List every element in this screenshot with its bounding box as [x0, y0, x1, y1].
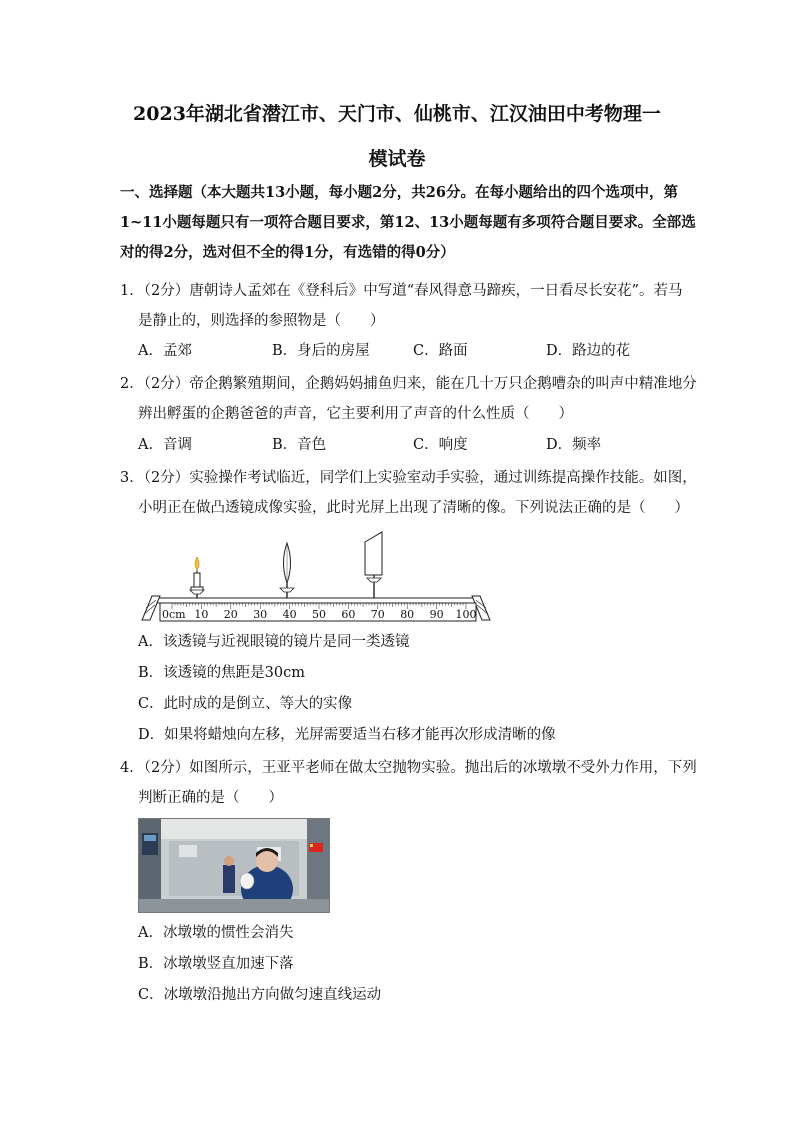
- section-header-line: 对的得2分，选对但不全的得1分，有选错的得0分）: [120, 244, 455, 261]
- ruler-label: 50: [312, 608, 326, 621]
- space-station-photo: [138, 818, 330, 913]
- optical-bench-figure: [138, 530, 498, 626]
- option-c[interactable]: C．路面: [413, 343, 468, 359]
- section-header-line: 一、选择题（本大题共13小题，每小题2分，共26分。在每小题给出的四个选项中，第: [120, 184, 678, 201]
- option-b[interactable]: B．身后的房屋: [272, 343, 370, 359]
- option-a[interactable]: A．音调: [138, 437, 192, 453]
- question-4-option-a[interactable]: A．冰墩墩的惯性会消失: [138, 925, 294, 941]
- question-4: [120, 753, 697, 813]
- question-2-stem: 2．（2分）帝企鹅繁殖期间，企鹅妈妈捕鱼归来，能在几十万只企鹅嘈杂的叫声中精准地分: [120, 376, 697, 392]
- question-3-option-d[interactable]: D．如果将蜡烛向左移，光屏需要适当右移才能再次形成清晰的像: [138, 727, 556, 743]
- exam-title-line-1: 2023年湖北省潜江市、天门市、仙桃市、江汉油田中考物理一: [133, 103, 661, 125]
- question-1-stem: 1．（2分）唐朝诗人孟郊在《登科后》中写道“春风得意马蹄疾，一日看尽长安花”。若马: [120, 283, 683, 299]
- option-d[interactable]: D．频率: [546, 437, 602, 453]
- question-2: [120, 369, 697, 429]
- exam-title-line-2: 模试卷: [368, 148, 426, 170]
- question-4-stem: 4．（2分）如图所示，王亚平老师在做太空抛物实验。抛出后的冰墩墩不受外力作用，下列: [120, 760, 697, 776]
- ruler-label: 10: [194, 608, 209, 621]
- ruler-label: 70: [370, 608, 385, 621]
- question-3-option-a[interactable]: A．该透镜与近视眼镜的镜片是同一类透镜: [138, 634, 410, 650]
- question-3-option-c[interactable]: C．此时成的是倒立、等大的实像: [138, 696, 353, 712]
- ruler-label: 30: [253, 608, 268, 621]
- question-3: [120, 463, 697, 523]
- question-3-option-b[interactable]: B．该透镜的焦距是30cm: [138, 665, 305, 681]
- section-header-line: 1~11小题每题只有一项符合题目要求，第12、13小题每题有多项符合题目要求。全部选: [120, 214, 696, 231]
- candle-icon: [190, 557, 204, 600]
- ruler-label: 80: [400, 608, 415, 621]
- convex-lens-icon: [280, 543, 294, 600]
- ruler-label: 0cm: [162, 608, 186, 621]
- question-3-stem-cont: 小明正在做凸透镜成像实验，此时光屏上出现了清晰的像。下列说法正确的是（ ）: [138, 500, 689, 516]
- question-1: [120, 276, 683, 336]
- question-2-stem-cont: 辨出孵蛋的企鹅爸爸的声音，它主要利用了声音的什么性质（ ）: [138, 406, 573, 422]
- ruler-label: 90: [429, 608, 444, 621]
- option-d[interactable]: D．路边的花: [546, 343, 631, 359]
- ruler-label: 100: [455, 608, 477, 621]
- light-screen-icon: [365, 532, 382, 600]
- ruler-label: 20: [223, 608, 238, 621]
- question-4-option-b[interactable]: B．冰墩墩竖直加速下落: [138, 956, 294, 972]
- section-header: [120, 178, 696, 268]
- option-b[interactable]: B．音色: [272, 437, 327, 453]
- question-4-stem-cont: 判断正确的是（ ）: [138, 790, 283, 806]
- ruler-label: 40: [282, 608, 297, 621]
- option-a[interactable]: A．孟郊: [138, 343, 192, 359]
- question-4-option-c[interactable]: C．冰墩墩沿抛出方向做匀速直线运动: [138, 987, 382, 1003]
- ruler-label: 60: [341, 608, 356, 621]
- question-3-stem: 3．（2分）实验操作考试临近，同学们上实验室动手实验，通过训练提高操作技能。如图，: [120, 470, 697, 486]
- option-c[interactable]: C．响度: [413, 437, 468, 453]
- question-1-stem-cont: 是静止的，则选择的参照物是（ ）: [138, 313, 385, 329]
